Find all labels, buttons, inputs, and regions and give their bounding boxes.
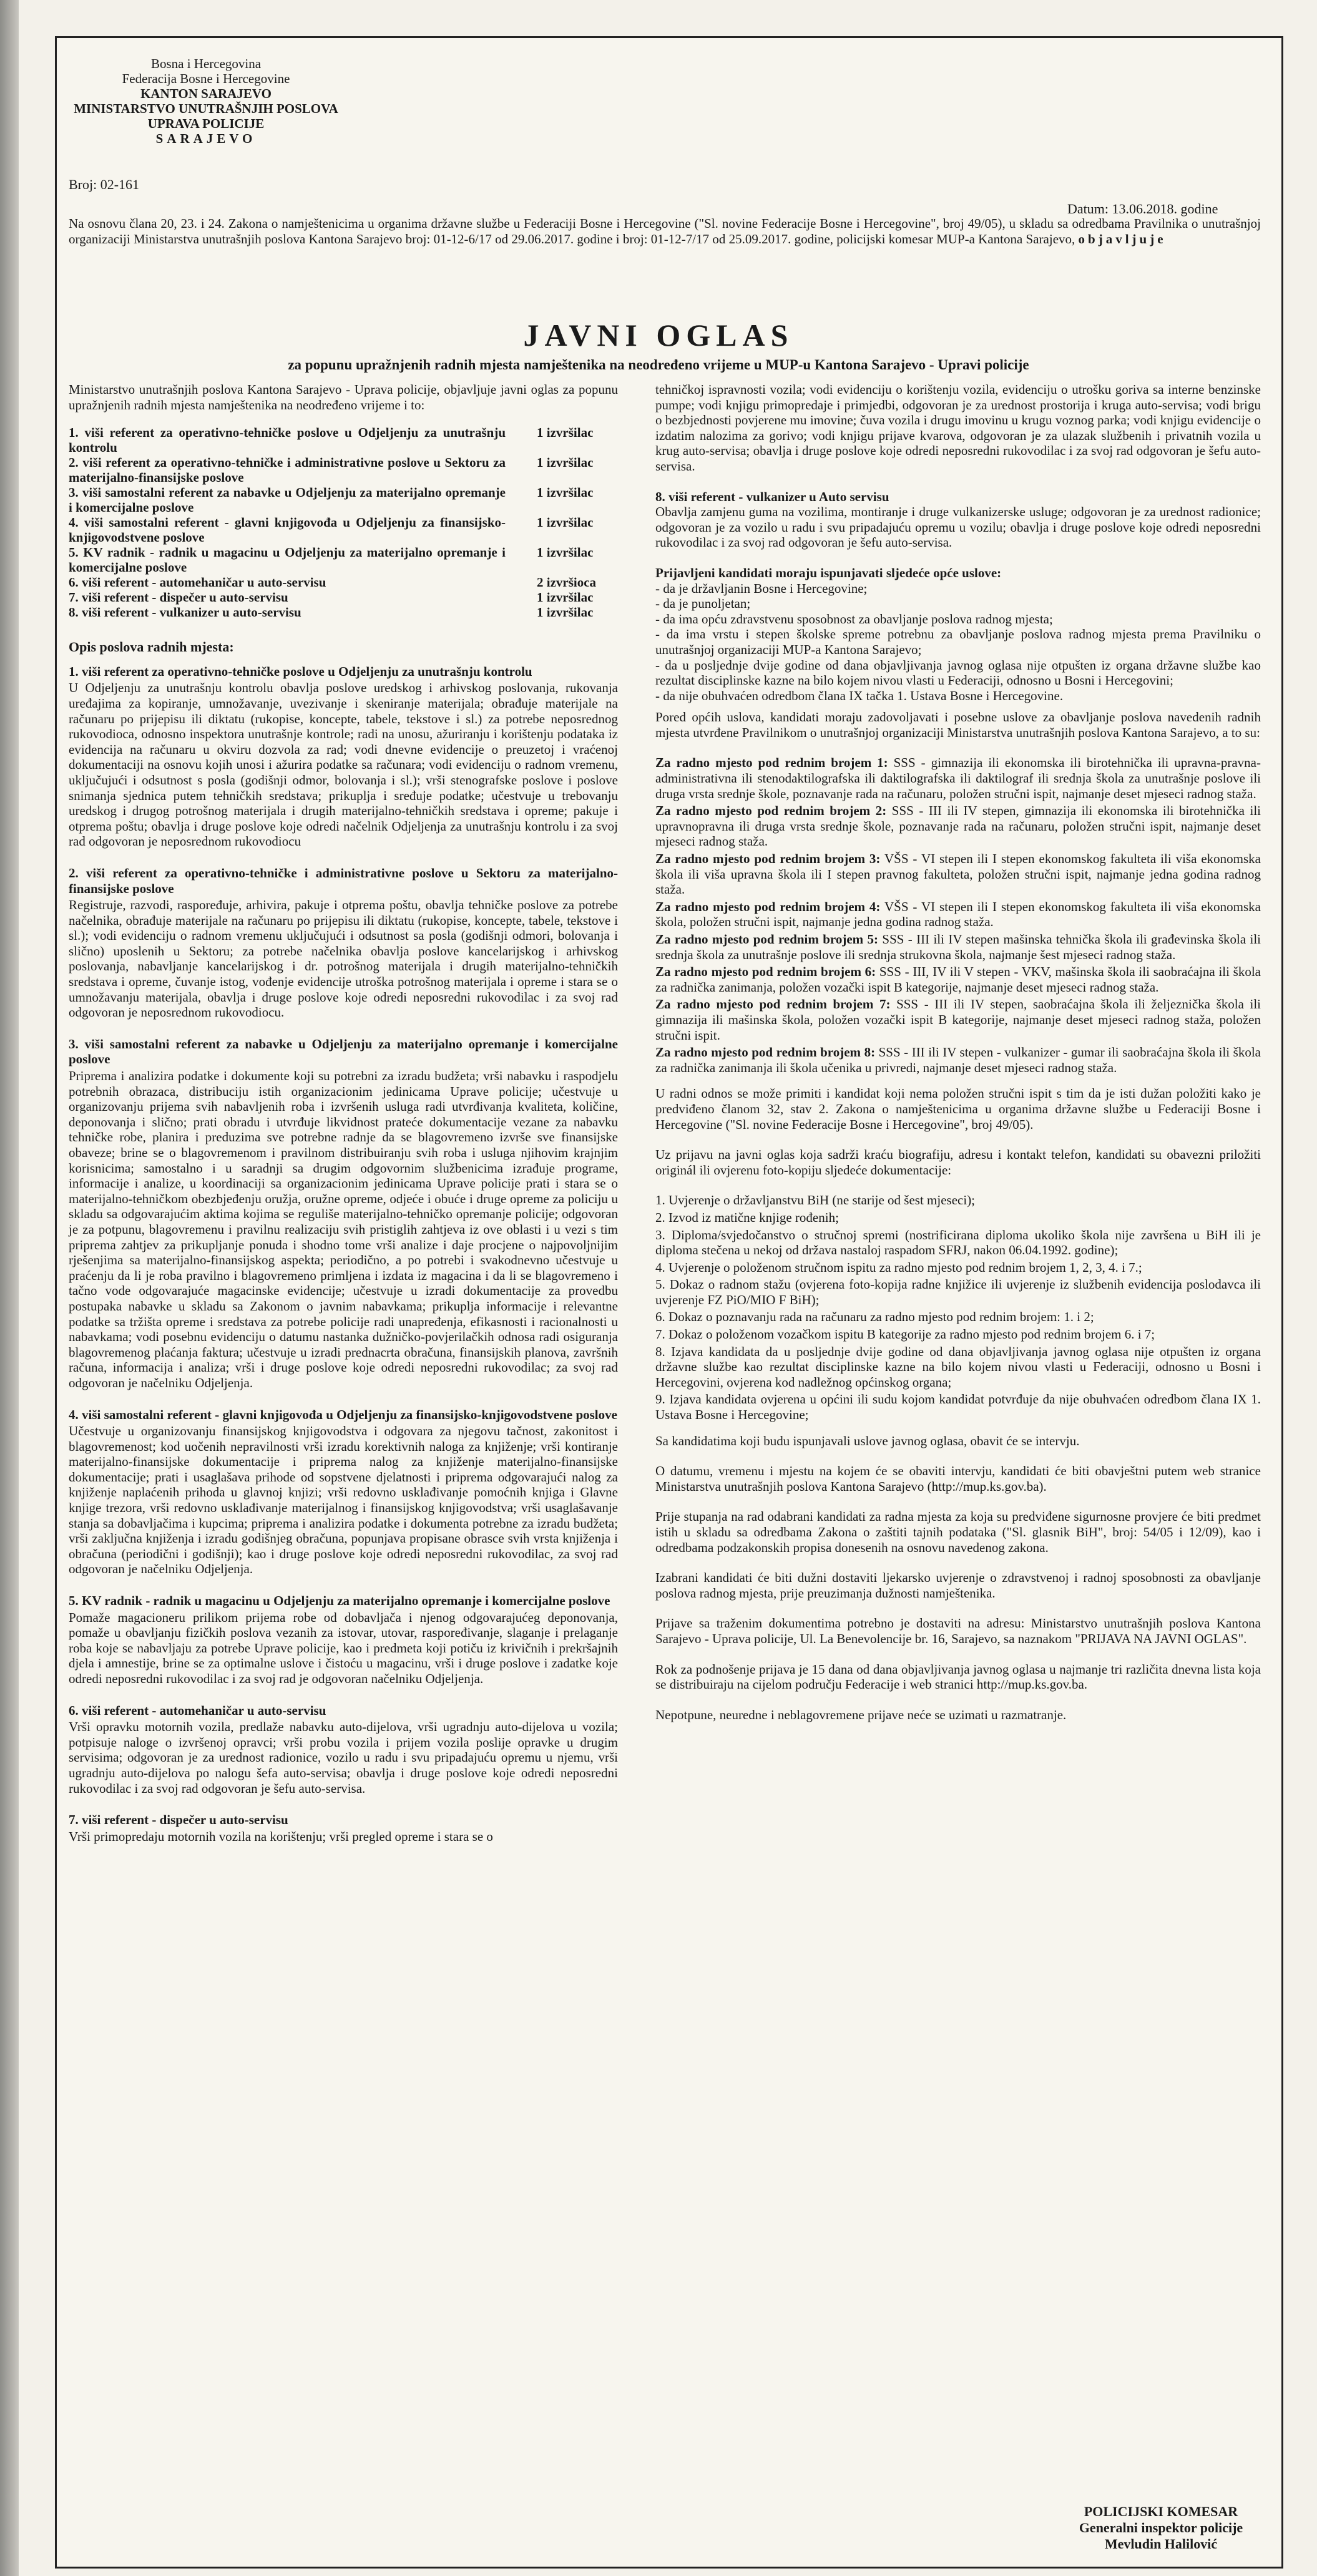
job-description xyxy=(69,1037,618,1391)
job-descriptions-heading: Opis poslova radnih mjesta: xyxy=(69,639,234,655)
application-intro: Uz prijavu na javni oglas koja sadrži kraću biografiju, adresu i kontakt telefon, kandidati su obavezni priložiti originál ili ovjerenu foto-kopiju sljedeće dokumentacije: xyxy=(655,1147,1261,1178)
requirement-label: Za radno mjesto pod rednim brojem 7: xyxy=(655,997,891,1012)
job-description-heading: 5. KV radnik - radnik u magacinu u Odjeljenju za materijalno opremanje i komercijalne poslove xyxy=(69,1593,610,1609)
objavljuje-word: objavljuje xyxy=(1078,232,1167,246)
condition-item: - da je punoljetan; xyxy=(655,596,751,612)
legal-basis xyxy=(69,216,1261,247)
header-federation: Federacija Bosne i Hercegovine xyxy=(122,71,290,86)
document-item: 5. Dokaz o radnom stažu (ovjerena foto-kopija radne knjižice ili uvjerenje iz službenih evidencija poslodavca ili uvjerenje FZ PiO/MIO F BiH); xyxy=(655,1277,1261,1307)
document-item: 1. Uvjerenje o državljanstvu BiH (ne starije od šest mjeseci); xyxy=(655,1193,976,1208)
job-description xyxy=(69,1593,618,1687)
requirement-text: VŠS - VI stepen ili I stepen ekonomskog fakulteta ili viša ekonomska škola, položen stručni ispit, najmanje jedna godina radnog staža. xyxy=(655,899,1261,930)
requirement-label: Za radno mjesto pod rednim brojem 6: xyxy=(655,964,876,980)
job-description-text: Priprema i analizira podatke i dokumente koji su potrebni za izradu budžeta; vrši nabavku i raspodjelu potrebnih obrazaca, distribuciju istih organizacionim jedinicama Uprave policije; učestvuje u organizovanju prijema svih nabavljenih roba i izvršenih usluga radi utvrđivanja kvaliteta, količine, deponovanja i slično; prati obradu i utvrđuje likvidnost pratećе dokumentacije vezane za nabavku tehničke robe, planira i preduzima sve potrebne radnje da se blagovremeno izvrše sve finansijske obaveze; brine se o blagovremenom i pravilnom distribuiranju svih roba i usluga njihovim krajnjim korisnicima; samostalno i u saradnji sa drugim odgovornim službenicima izrađuje programe, informacije i analize, u koordinaciji sa organizacionim jedinicama Uprave policije prati i stara se o materijalno-tehničkom obezbjeđenju oružja, oružne opreme, odjeće i obuće i druge opreme za policiju u skladu sa odgovarajućim aktima kojima se reguliše materijalno-tehničko opremanje policije; odgovoran je za potpunu, blagovremenu i pravilnu realizaciju svih pristiglih zahtjeva iz ove oblasti i u vezi s tim priprema zahtjev za prikupljanje ponuda i shodno tome vrši analize i daje procjene o najpovoljnijim rješenjima sa materijalno-finansijskog aspekta; periodično, a po potrebi i svakodnevno učestvuje u praćenju da li je roba pravilno i blagovremeno primljena i izdata iz magacina i da li se blagovremeno i tačno vode odgovarajuće magacinske evidencije; učestvuje u izradi dokumentacije za provedbu postupaka nabavke u skladu sa Zakonom o javnim nabavkama; prikuplja informacije i relevantne podatke sa tržišta opreme i sredstava za potrebe policije radi unapređenja, efikasnosti i racionalnosti u nabavkama; vodi posebnu evidenciju o datumu nastanka dužničko-povjerilačkih odnosa radi osiguranja blagovremenog plaćanja faktura; učestvuje u izradi prednacrta obračuna, finansijskih planova, završnih računa, informacija i analiza; vrši i druge poslove koje odredi neposredni rukovodilac; za svoj rad odgovoran je načelniku Odjeljenja. xyxy=(69,1068,618,1390)
position-count: 1 izvršilac xyxy=(537,590,594,605)
submission-address-paragraph: Prijave sa traženim dokumentima potrebno je dostaviti na adresu: Ministarstvo unutrašnjih poslova Kantona Sarajevo - Uprava policije, Ul. La Benevolencije br. 16, Sarajevo, sa naznakom "PRIJAVA NA JAVNI OGLAS". xyxy=(655,1616,1261,1646)
condition-item: - da nije obuhvaćen odredbom člana IX tačka 1. Ustava Bosne i Hercegovine. xyxy=(655,688,1064,703)
condition-item: - da ima opću zdravstvenu sposobnost za obavljanje poslova radnog mjesta; xyxy=(655,611,1053,627)
position-item xyxy=(69,455,618,485)
document-item: 8. Izjava kandidata da u posljednje dvije godine od dana objavljivanja javnog oglasa nije otpušten iz organa državne službe kao rezultat disciplinske kazne na bilo kojem nivou vlasti u Federaciji, odnosno u Bosni i Hercegovini, ovjerena kod nadležnog općinskog organa; xyxy=(655,1344,1261,1390)
requirement-item xyxy=(655,997,1261,1043)
condition-item: - da ima vrstu i stepen školske spreme potrebnu za obavljanje poslova radnog mjesta prema Pravilniku o unutrašnjoj organizaciji MUP-a Kantona Sarajevo; xyxy=(655,627,1261,657)
requirement-label: Za radno mjesto pod rednim brojem 1: xyxy=(655,755,888,771)
job-description-heading: 1. viši referent za operativno-tehničke poslove u Odjeljenju za unutrašnju kontrolu xyxy=(69,663,532,679)
requirement-text: SSS - III ili IV stepen, saobraćajna škola ili željeznička škola ili gimnazija ili mašinska škola, položen vozački ispit B kategorije, najmanje deset mjeseci radnog staža, položen stručni ispit. xyxy=(655,997,1261,1043)
requirement-label: Za radno mjesto pod rednim brojem 8: xyxy=(655,1045,876,1060)
interview-date-paragraph: O datumu, vremenu i mjestu na kojem će se obaviti intervju, kandidati će biti obavještni putem web stranice Ministarstva unutrašnjih poslova Kantona Sarajevo (http://mup.ks.gov.ba). xyxy=(655,1463,1261,1494)
position-title: 6. viši referent - automehaničar u auto-servisu xyxy=(69,575,326,590)
interview-paragraph: Sa kandidatima koji budu ispunjavali uslove javnog oglasa, obavit će se intervju. xyxy=(655,1433,1080,1448)
requirement-item xyxy=(655,851,1261,897)
job-description-text: Pomaže magacioneru prilikom prijema robe od dobavljača i njenog odgovarajućeg deponovanja, pomaže u obavljanju fizičkih poslova vezanih za istovar, utovar, raspoređivanje, slaganje i prelaganje roba koje se nabavljaju za potrebe Uprave policije, kao i predmeta koji potiču iz krivičnih i prekršajnih djela i amnestije, brine se za optimalne uslove i čistoću u magacinu, vrši i druge poslove i zadatke koje odredi neposredni rukovodilac i za svoj rad je odgovoran načelniku Odjeljenja. xyxy=(69,1609,618,1686)
document-item: 3. Diploma/svjedočanstvo o stručnoj spremi (nostrificirana diploma ukoliko škola nije završena u BiH ili je diploma stečena u nekoj od država nastaloj raspadom SFRJ, nakon 06.04.1992. godine); xyxy=(655,1227,1261,1258)
requirement-text: SSS - III, IV ili V stepen - VKV, mašinska škola ili saobraćajna ili škola za radnička zanimanja, položen vozački ispit B kategorije, najmanje deset mjeseci radnog staža. xyxy=(655,964,1261,995)
header-administration: UPRAVA POLICIJE xyxy=(147,116,265,131)
job-description-heading: 2. viši referent za operativno-tehničke i administrativne poslove u Sektoru za materijalno-finansijske poslove xyxy=(69,865,618,896)
opening-paragraph: Ministarstvo unutrašnjih poslova Kantona Sarajevo - Uprava policije, objavljuje javni oglas za popunu upražnjenih radnih mjesta namještenika na neodređeno vrijeme i to: xyxy=(69,382,618,412)
position-item xyxy=(69,545,618,575)
requirement-item xyxy=(655,1045,1261,1075)
position-item xyxy=(69,590,618,605)
job-description-heading: 8. viši referent - vulkanizer u Auto servisu xyxy=(655,489,889,504)
requirement-label: Za radno mjesto pod rednim brojem 2: xyxy=(655,803,887,819)
position-item xyxy=(69,485,618,515)
job-description-heading: 3. viši samostalni referent za nabavke u Odjeljenju za materijalno opremanje i komercijalne poslove xyxy=(69,1036,618,1067)
requirement-label: Za radno mjesto pod rednim brojem 4: xyxy=(655,899,881,914)
document-item: 9. Izjava kandidata ovjerena u općini ili sudu kojom kandidat potvrđuje da nije obuhvaćen odredbom člana IX 1. Ustava Bosne i Hercegovine; xyxy=(655,1392,1261,1423)
medical-certificate-paragraph: Izabrani kandidati će biti dužni dostaviti ljekarsko uvjerenje o zdravstvenoj i radnoj sposobnosti za obavljanje poslova radnog mjesta, prije preuzimanja dužnosti namještenika. xyxy=(655,1570,1261,1601)
requirement-text: SSS - gimnazija ili ekonomska ili birotehnička ili upravna-pravna-administrativna ili stenodaktilografska ili daktilografska ili daktilograf ili srednja škola za unutrašnje poslove ili druga vrsta srednje škole, poznavanje rada na računaru, položen stručni ispit, najmanje deset mjeseci radnog staža. xyxy=(655,755,1261,801)
deadline-paragraph: Rok za podnošenje prijava je 15 dana od dana objavljivanja javnog oglasa u najmanje tri različita dnevna lista koja se distribuiraju na cijelom području Federacije i web stranici http://mup.ks.gov.ba. xyxy=(655,1661,1261,1692)
position-title: 8. viši referent - vulkanizer u auto-servisu xyxy=(69,605,301,620)
legal-basis-text: Na osnovu člana 20, 23. i 24. Zakona o namještenicima u organima državne službe u Federaciji Bosne i Hercegovine ("Sl. novine Federacije Bosne i Hercegovine", broj 49/05), u skladu sa odredbama Pravilnika o unutrašnjoj organizaciji Ministarstva unutrašnjih poslova Kantona Sarajevo broj: 01-12-6/17 od 29.06.2017. godine i broj: 01-12-7/17 od 25.09.2017. godine, policijski komesar MUP-a Kantona Sarajevo, xyxy=(69,216,1261,246)
position-title: 7. viši referent - dispečer u auto-servisu xyxy=(69,590,288,605)
job-description-text: Vrši primopredaju motornih vozila na korištenju; vrši pregled opreme i stara se o xyxy=(69,1828,493,1844)
requirement-item xyxy=(655,803,1261,849)
requirement-text: SSS - III ili IV stepen, gimnazija ili ekonomska ili birotehnička ili upravnopravna ili druga vrsta srednje škole, poznavanje rada na računaru, položen stručni ispit, najmanje deset mjeseci radnog staža. xyxy=(655,803,1261,849)
issuer-header xyxy=(69,56,343,146)
position-item xyxy=(69,515,618,545)
position-title: 3. viši samostalni referent za nabavke u Odjeljenju za materijalno opremanje i komercijalne poslove xyxy=(69,485,506,515)
positions-list xyxy=(69,425,618,620)
required-documents-list xyxy=(655,1193,1261,1422)
job-description-text: Vrši opravku motornih vozila, predlaže nabavku auto-dijelova, vrši ugradnju auto-dijelova u vozila; potpisuje naloge o izvršenoj opravci; vrši probu vozila i prijem vozila poslije opravke u drugim servisima; odgovoran je za urednost radionice, vozilo u radu i svu pripadajuću opremu u njemu, vrši ugradnju auto-dijelova po nalogu šefa auto-servisa; obavlja i druge poslove koje odredi neposredni rukovodilac i za svoj rad odgovoran je šefu auto-servisa. xyxy=(69,1719,618,1796)
position-count: 1 izvršilac xyxy=(537,455,594,471)
job-description-text: U Odjeljenju za unutrašnju kontrolu obavlja poslove uredskog i arhivskog poslovanja, rukovanja uređajima za kopiranje, umnožavanje, uvezivanje i skeniranje materijala; obrađuje materijale na računaru po prijepisu ili diktatu (rukopise, koncepte, tabele, tekstove i sl.) za potrebe neposrednog rukovodioca, odnosno inspektora unutrašnje kontrole; radi na unosu, ažuriranju i korištenju podataka iz evidencija na računaru u okviru dozvola za rad; vodi dnevne evidencije o preuzetoj i vraćenoj dokumentaciji na osnovu kojih unosi i ažurira podatke sa računara; vodi evidenciju o radnom vremenu, uključujući i odsutnost s posla (godišnji odmor, bolovanja i sl.); vrši stenografske poslove i poslove snimanja sjednica putem tehničkih sredstava; prikuplja i sređuje podatke; učestvuje u trebovanju uredskog i drugog potrošnog materijala i drugih materijalno-tehničkih sredstava i opreme; pakuje i otprema poštu; obavlja i druge poslove koje odredi načelnik Odjeljenja za unutrašnju kontrolu i za svoj rad odgovoran je neposrednom rukovodiocu xyxy=(69,680,618,849)
header-city: SARAJEVO xyxy=(155,131,257,146)
position-title: 1. viši referent za operativno-tehničke poslove u Odjeljenju za unutrašnju kontrolu xyxy=(69,425,506,456)
general-conditions-heading: Prijavljeni kandidati moraju ispunjavati sljedeće opće uslove: xyxy=(655,565,1002,580)
position-count: 2 izvršioca xyxy=(537,575,597,590)
security-check-paragraph: Prije stupanja na rad odabrani kandidati za radna mjesta za koja su predviđene sigurnosne provjere će biti predmet istih u skladu sa odredbama Zakona o zaštiti tajnih podataka ("Sl. glasnik BiH", broj: 54/05 i 12/09), kao i odredbama podzakonskih propisa donesenih na osnovu navedenog zakona. xyxy=(655,1509,1261,1555)
right-column xyxy=(655,382,1261,1729)
condition-item: - da je državljanin Bosne i Hercegovine; xyxy=(655,580,868,596)
requirement-text: SSS - III ili IV stepen - vulkanizer - gumar ili saobraćajna škola ili škola za radnička zanimanja ili škola učenika u privredi, najmanje deset mjeseci radnog staža. xyxy=(655,1045,1261,1075)
job-description xyxy=(69,1407,618,1578)
position-item xyxy=(69,425,618,455)
condition-item: - da u posljednje dvije godine od dana objavljivanja javnog oglasa nije otpušten iz organa državne službe kao rezultat disciplinske kazne na bilo kojem nivou vlasti u Federaciji, odnosno u Bosni i Hercegovini; xyxy=(655,657,1261,688)
document-item: 7. Dokaz o položenom vozačkom ispitu B kategorije za radno mjesto pod rednim brojem 6. i 7; xyxy=(655,1327,1155,1342)
requirement-text: VŠS - VI stepen ili I stepen ekonomskog fakulteta ili viša ekonomska škola ili viša upravna škola ili I stepen pravnog fakulteta, položen stručni ispit, najmanje jedna godina radnog staža. xyxy=(655,851,1261,897)
requirement-label: Za radno mjesto pod rednim brojem 5: xyxy=(655,932,879,947)
left-column xyxy=(69,382,618,1850)
incomplete-applications-note: Nepotpune, neuredne i neblagovremene prijave neće se uzimati u razmatranje. xyxy=(655,1707,1067,1722)
reference-number: Broj: 02-161 xyxy=(69,177,140,192)
general-conditions-list xyxy=(655,581,1261,704)
position-item xyxy=(69,575,618,590)
document-item: 2. Izvod iz matične knjige rođenih; xyxy=(655,1209,839,1225)
exam-exception-paragraph: U radni odnos se može primiti i kandidat koji nema položen stručni ispit s tim da je isti dužan položiti kako je predviđeno članom 32, stav 2. Zakona o namještenicima u organima državne službe u Federaciji Bosne i Hercegovine ("Sl. novine Federacije Bosne i Hercegovine", broj 49/05). xyxy=(655,1086,1261,1132)
job-description-heading: 7. viši referent - dispečer u auto-servisu xyxy=(69,1812,288,1828)
notice-date: Datum: 13.06.2018. godine xyxy=(1067,201,1218,217)
notice-subtitle: za popunu upražnjenih radnih mjesta namještenika na neodređeno vrijeme u MUP-u Kantona Sarajevo - Upravi policije xyxy=(288,357,1029,373)
job-description xyxy=(69,1812,618,1844)
job-description xyxy=(69,1703,618,1797)
requirement-item xyxy=(655,932,1261,962)
position-title: 4. viši samostalni referent - glavni knjigovođa u Odjeljenju za finansijsko-knjigovodstvene poslove xyxy=(69,515,506,545)
scan-edge xyxy=(0,0,19,2576)
job-description-heading: 6. viši referent - automehaničar u auto-servisu xyxy=(69,1702,326,1718)
job-description xyxy=(69,664,618,849)
job-description-text: Registruje, razvodi, raspoređuje, arhivira, pakuje i otprema poštu, obavlja tehničke poslove za potrebe načelnika, obrađuje materijale na računaru po prijepisu ili diktatu (rukopise, koncepte, tabele, tekstove i sl.); vodi evidenciju o radnom vremenu uključujući i odsutnost sa posla (godišnji odmori, bolovanja i slično) uposlenih u Sektoru; za potrebe načelnika obavlja poslove kancelarijskog i arhivskog poslovanja, nabavljanje kancelarijskog i dr. potrošnog materijala i drugih materijalno-tehničkih sredstava i opreme, čuvanje istog, vođenje evidencije utroška potrošnog materijala i opreme i stara se o umnožavanju materijala, obavlja i druge poslove koje odredi neposredni rukovodilac i za svoj rad odgovoran je neposrednom rukovodiocu. xyxy=(69,897,618,1020)
position-title: 2. viši referent za operativno-tehničke i administrativne poslove u Sektoru za materijalno-finansijske poslove xyxy=(69,455,506,485)
job-description-heading: 4. viši samostalni referent - glavni knjigovođa u Odjeljenju za finansijsko-knjigovodstvene poslove xyxy=(69,1407,617,1422)
signature-title: POLICIJSKI KOMESAR xyxy=(1084,2504,1238,2519)
job-description-text: Obavlja zamjenu guma na vozilima, montiranje i druge vulkanizerske usluge; odgovoran je za urednost radionice; odgovoran je za vozilo u radu i svu pripadajuću opremu u vozilu; obavlja i druge poslove koje odredi neposredni rukovodilac i za svoj rad odgovoran je šefu auto-servisa. xyxy=(655,504,1261,550)
header-ministry: MINISTARSTVO UNUTRAŠNJIH POSLOVA xyxy=(74,101,338,116)
requirement-item xyxy=(655,899,1261,930)
header-canton: KANTON SARAJEVO xyxy=(140,86,272,101)
position-count: 1 izvršilac xyxy=(537,515,594,530)
job-description-text: Učestvuje u organizovanju finansijskog knjigovodstva i odgovara za njegovu tačnost, zakonitost i blagovremenost; kod uočenih nepravilnosti vrši izradu korektivnih naloga za knjiženje; vrši kontiranje materijalno-finansijske dokumentacije i priprema nalog za knjiženje materijalno-finansijske dokumentacije; prati i usaglašava prihode od sopstvene djelatnosti i priprema odgovarajući nalog za knjiženje naplaćenih prihoda u glavnoj knjizi; vrši redovno usklađivanje pomoćnih knjiga i Glavne knjige trezora, vrši redovno usklađivanje materijalnog i finansijskog knjigovodstva; vrši usaglašavanje stanja sa dobavljačima i kupcima; priprema i analizira podatke i dokumenta potrebne za izradu budžeta; vrši zaključna knjiženja i izradu godišnjeg obračuna, popunjava propisane obrasce svih vrsta knjiženja i obračuna (periodični i godišnji); kao i druge poslove koje odredi neposredni rukovodilac, za svoj rad odgovoran je načelniku Odjeljenja. xyxy=(69,1423,618,1577)
document-item: 6. Dokaz o poznavanju rada na računaru za radno mjesto pod rednim brojem: 1. i 2; xyxy=(655,1309,1094,1325)
special-conditions-intro: Pored općih uslova, kandidati moraju zadovoljavati i posebne uslove za obavljanje poslova navedenih radnih mjesta utvrđene Pravilnikom o unutrašnjoj organizaciji Ministarstva unutrašnjih poslova Kantona Sarajevo, a to su: xyxy=(655,710,1261,740)
signature-role: Generalni inspektor policije xyxy=(1079,2520,1243,2535)
dispatcher-description-continued: tehničkoj ispravnosti vozila; vodi evidenciju o korištenju vozila, evidenciju o utrošku goriva sa interne benzinske pumpe; vodi knjigu primopredaje i primjedbi, odgovoran je za urednost prostorija i kruga auto-servisa; vodi brigu o bezbjednosti povjerene mu imovine; čuva vozila i drugu imovinu u krugu voznog parka; vodi knjigu evidencije o izdatim nalozima za gorivo; vodi knjigu prijave kvarova, odgovoran je za ulazak službenih i privatnih vozila u krug auto-servisa; obavlja i druge poslove koje odredi neposredni rukovodilac i za svoj rad odgovoran je šefu auto-servisa. xyxy=(655,382,1261,474)
position-count: 1 izvršilac xyxy=(537,425,594,441)
position-count: 1 izvršilac xyxy=(537,485,594,500)
job-description xyxy=(69,866,618,1020)
position-title: 5. KV radnik - radnik u magacinu u Odjeljenju za materijalno opremanje i komercijalne poslove xyxy=(69,545,506,575)
notice-title: JAVNI OGLAS xyxy=(523,318,794,353)
requirement-item xyxy=(655,964,1261,995)
position-item xyxy=(69,605,618,620)
requirement-item xyxy=(655,755,1261,801)
position-count: 1 izvršilac xyxy=(537,605,594,620)
document-item: 4. Uvjerenje o položenom stručnom ispitu za radno mjesto pod rednim brojem 1, 2, 3, 4. i 7.; xyxy=(655,1259,1142,1275)
requirement-label: Za radno mjesto pod rednim brojem 3: xyxy=(655,851,881,867)
signature-block xyxy=(1055,2504,1267,2552)
signature-name: Mevludin Halilović xyxy=(1104,2536,1218,2552)
header-country: Bosna i Hercegovina xyxy=(150,56,262,71)
requirement-text: SSS - III ili IV stepen mašinska tehnička škola ili građevinska škola ili srednja škola za unutrašnje poslove ili srednja strukovna škola, najmanje šest mjeseci radnog staža. xyxy=(655,932,1261,962)
position-count: 1 izvršilac xyxy=(537,545,594,560)
